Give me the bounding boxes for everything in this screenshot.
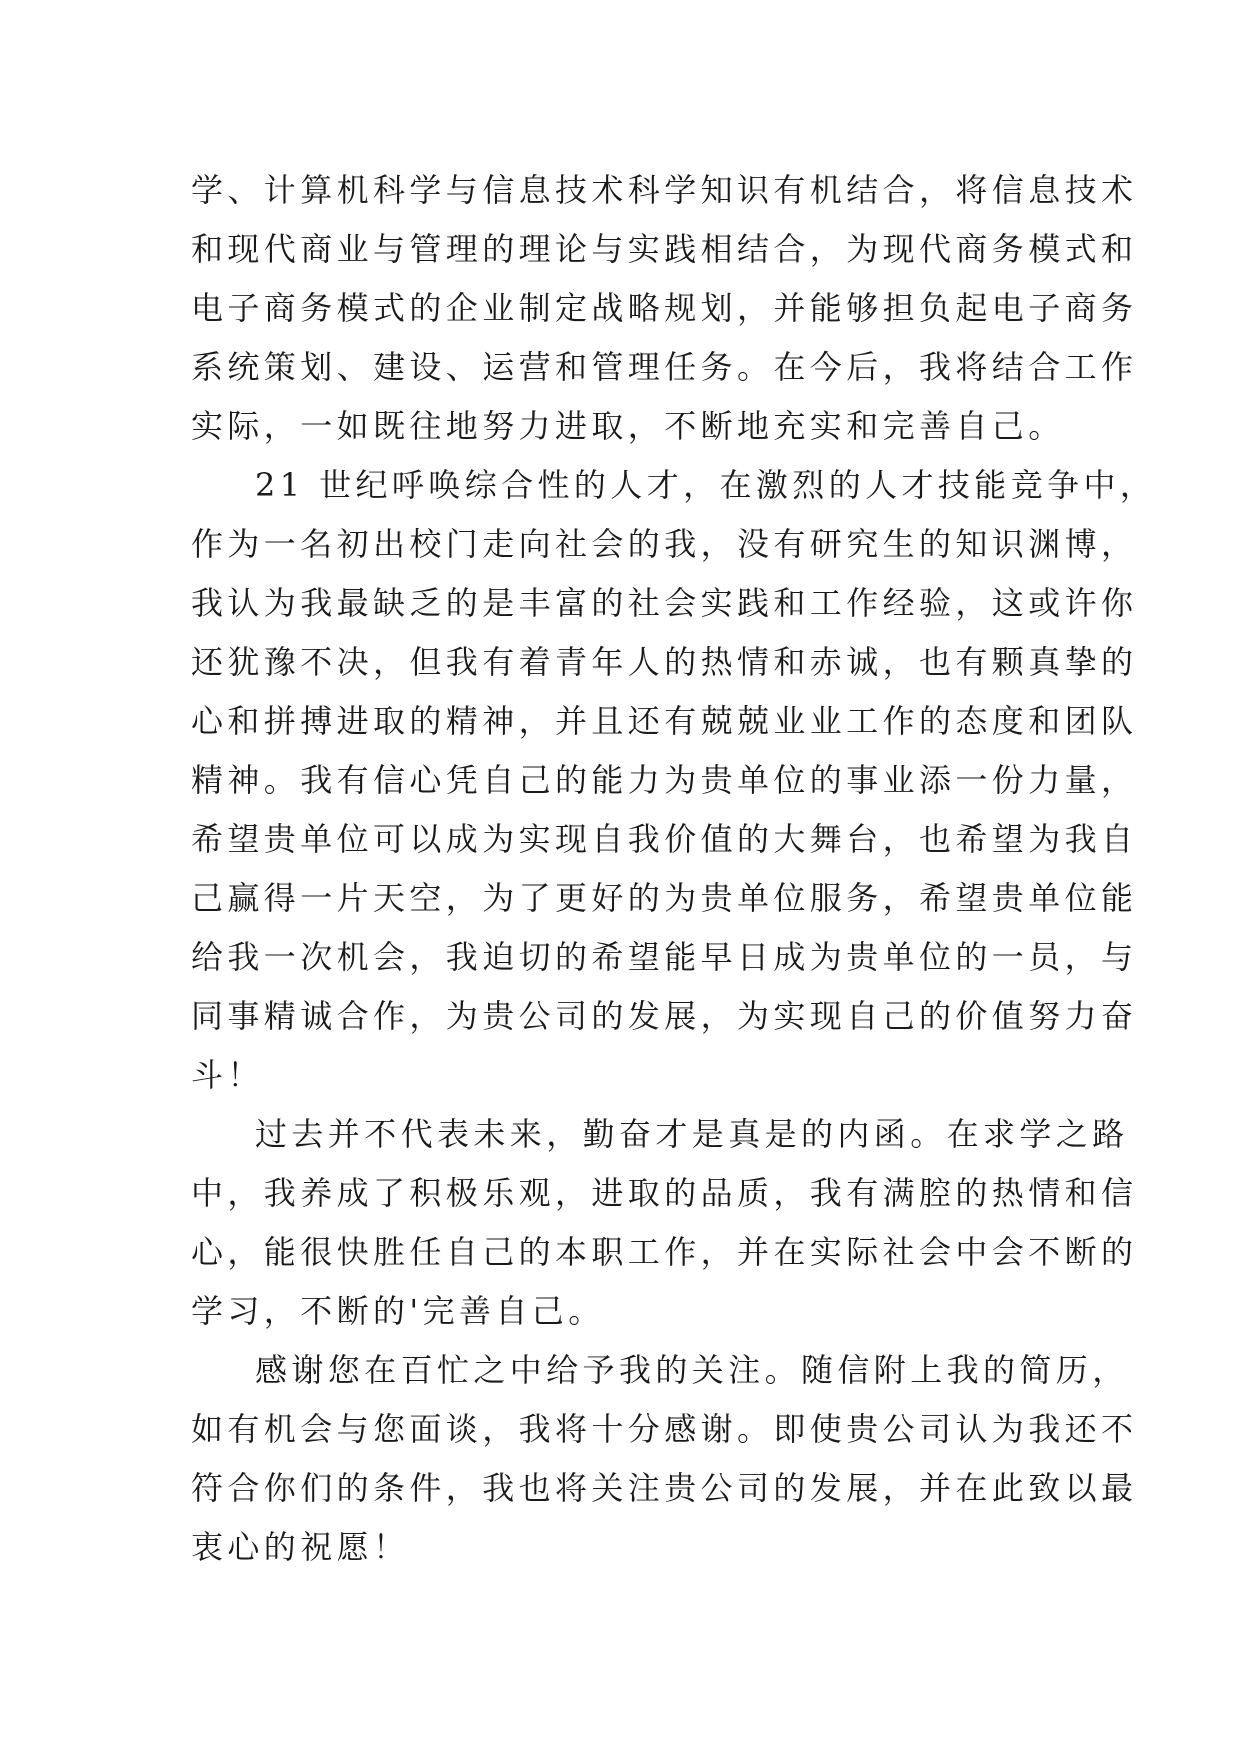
text-line: 中，我养成了积极乐观，进取的品质，我有满腔的热情和信 bbox=[191, 1174, 1138, 1212]
text-line: 同事精诚合作，为贵公司的发展，为实现自己的价值努力奋 bbox=[191, 997, 1138, 1035]
text-line: 作为一名初出校门走向社会的我，没有研究生的知识渊博， bbox=[191, 525, 1138, 563]
text-line: 给我一次机会，我迫切的希望能早日成为贵单位的一员，与 bbox=[191, 938, 1138, 976]
text-line: 如有机会与您面谈，我将十分感谢。即使贵公司认为我还不 bbox=[191, 1410, 1138, 1448]
text-line: 还犹豫不决，但我有着青年人的热情和赤诚，也有颗真挚的 bbox=[191, 643, 1138, 681]
text-line: 和现代商业与管理的理论与实践相结合，为现代商务模式和 bbox=[191, 230, 1138, 268]
text-line: 21 世纪呼唤综合性的人才，在激烈的人才技能竞争中， bbox=[255, 466, 1157, 504]
text-line: 电子商务模式的企业制定战略规划，并能够担负起电子商务 bbox=[191, 289, 1138, 327]
paragraph-1 bbox=[191, 161, 1138, 456]
text-line: 学习，不断的'完善自己。 bbox=[191, 1292, 605, 1330]
text-line: 学、计算机科学与信息技术科学知识有机结合，将信息技术 bbox=[191, 171, 1138, 209]
text-line: 我认为我最缺乏的是丰富的社会实践和工作经验，这或许你 bbox=[191, 584, 1138, 622]
text-line: 系统策划、建设、运营和管理任务。在今后，我将结合工作 bbox=[191, 348, 1138, 386]
text-line: 精神。我有信心凭自己的能力为贵单位的事业添一份力量， bbox=[191, 761, 1138, 799]
text-line: 符合你们的条件，我也将关注贵公司的发展，并在此致以最 bbox=[191, 1469, 1138, 1507]
paragraph-3 bbox=[191, 1105, 1138, 1341]
paragraph-4 bbox=[191, 1341, 1138, 1577]
text-line: 斗！ bbox=[191, 1056, 264, 1094]
text-line: 心，能很快胜任自己的本职工作，并在实际社会中会不断的 bbox=[191, 1233, 1138, 1271]
text-line: 实际，一如既往地努力进取，不断地充实和完善自己。 bbox=[191, 407, 1065, 445]
text-line: 己赢得一片天空，为了更好的为贵单位服务，希望贵单位能 bbox=[191, 879, 1138, 917]
text-line: 过去并不代表未来，勤奋才是真是的内函。在求学之路 bbox=[255, 1115, 1129, 1153]
letter-body bbox=[191, 161, 1157, 1577]
text-line: 希望贵单位可以成为实现自我价值的大舞台，也希望为我自 bbox=[191, 820, 1138, 858]
text-line: 心和拼搏进取的精神，并且还有兢兢业业工作的态度和团队 bbox=[191, 702, 1138, 740]
text-line: 衷心的祝愿！ bbox=[191, 1528, 410, 1566]
text-line: 感谢您在百忙之中给予我的关注。随信附上我的简历， bbox=[255, 1351, 1129, 1389]
paragraph-2 bbox=[191, 456, 1157, 1105]
